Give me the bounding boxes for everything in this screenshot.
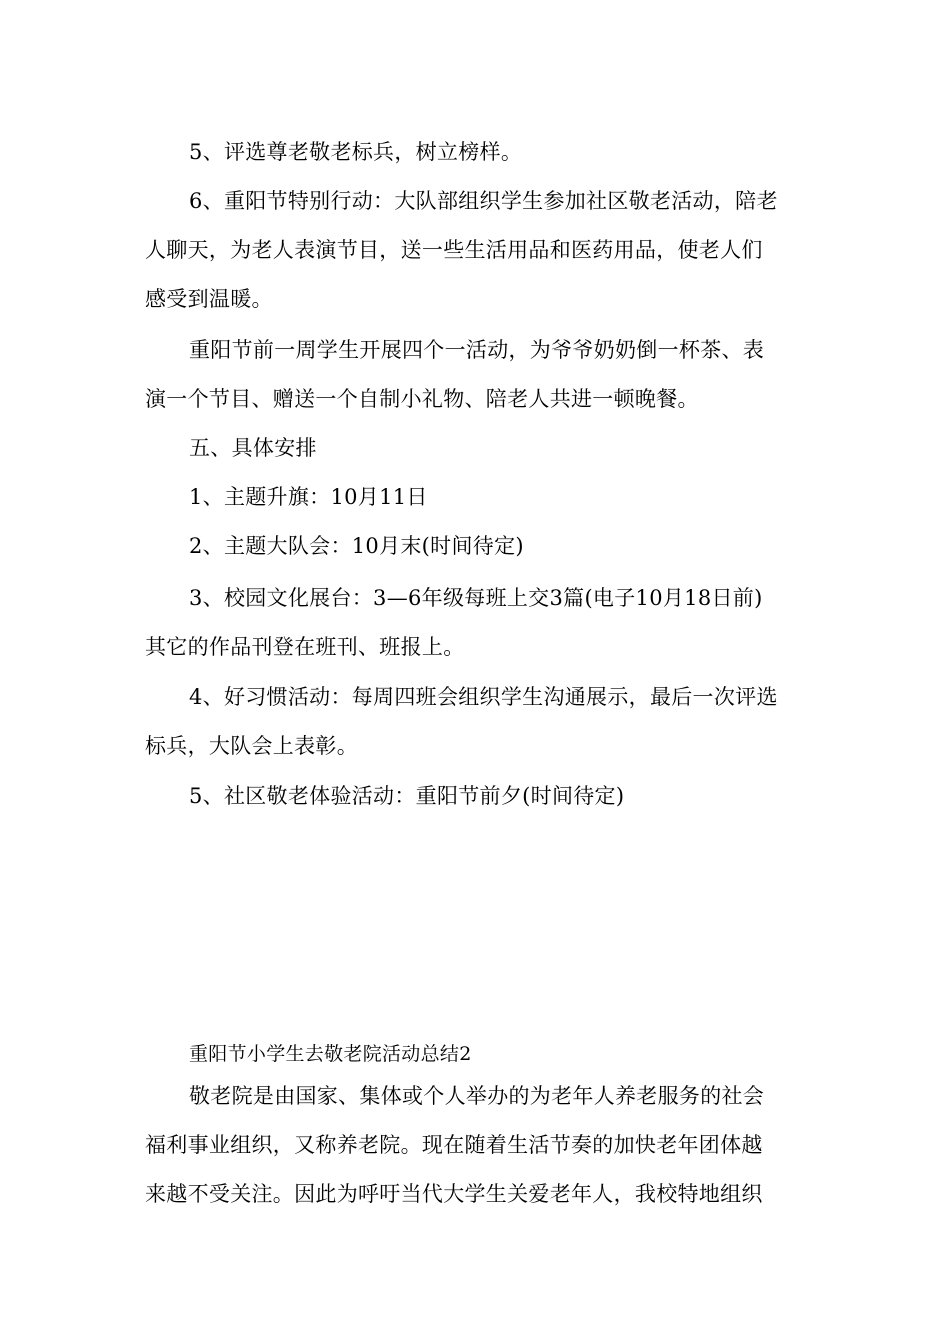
- schedule-item-2: [145, 522, 810, 571]
- article-paragraph: [145, 1072, 810, 1219]
- paragraph-line: 2、主题大队会：10月末(时间待定): [189, 534, 524, 558]
- paragraph-line: 标兵，大队会上表彰。: [145, 734, 358, 758]
- schedule-item-4: [145, 673, 810, 771]
- paragraph-line: 5、评选尊老敬老标兵，树立榜样。: [189, 140, 523, 164]
- paragraph-line: 4、好习惯活动：每周四班会组织学生沟通展示，最后一次评选: [189, 685, 778, 709]
- section-heading: [145, 424, 810, 473]
- schedule-item-1: [145, 473, 810, 522]
- paragraph-line: 来越不受关注。因此为呼吁当代大学生关爱老年人，我校特地组织: [145, 1182, 763, 1206]
- paragraph-line: 敬老院是由国家、集体或个人举办的为老年人养老服务的社会: [189, 1084, 765, 1108]
- paragraph-line: 感受到温暖。: [145, 287, 273, 311]
- paragraph-line: 重阳节前一周学生开展四个一活动，为爷爷奶奶倒一杯茶、表: [189, 338, 765, 362]
- schedule-item-5: [145, 772, 810, 821]
- paragraph-line: 演一个节目、赠送一个自制小礼物、陪老人共进一顿晚餐。: [145, 387, 699, 411]
- paragraph-line: 人聊天，为老人表演节目，送一些生活用品和医药用品，使老人们: [145, 238, 763, 262]
- paragraph-line: 5、社区敬老体验活动：重阳节前夕(时间待定): [189, 784, 625, 808]
- paragraph-line: 其它的作品刊登在班刊、班报上。: [145, 635, 465, 659]
- schedule-item-3: [145, 574, 810, 672]
- paragraph-line: 福利事业组织，又称养老院。现在随着生活节奏的加快老年团体越: [145, 1133, 763, 1157]
- heading-text: 五、具体安排: [189, 436, 317, 460]
- item-5-selection: [145, 128, 810, 177]
- paragraph-line: 6、重阳节特别行动：大队部组织学生参加社区敬老活动，陪老: [189, 189, 778, 213]
- title-text: 重阳节小学生去敬老院活动总结2: [189, 1043, 472, 1065]
- paragraph-line: 1、主题升旗：10月11日: [189, 485, 428, 509]
- paragraph-week-activities: [145, 326, 810, 424]
- paragraph-line: 3、校园文化展台：3—6年级每班上交3篇(电子10月18日前): [189, 586, 763, 610]
- item-6-special-action: [145, 177, 810, 324]
